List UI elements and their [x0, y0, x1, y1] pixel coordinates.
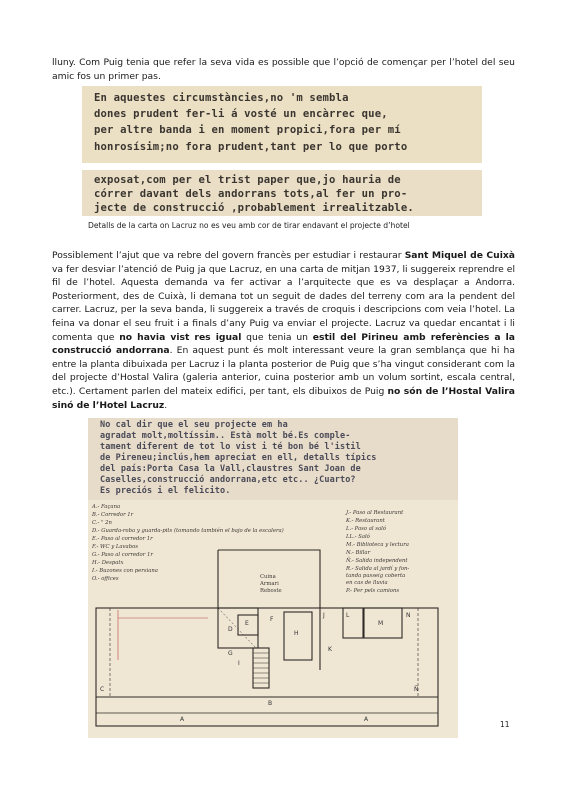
room-label: C [100, 686, 105, 693]
scan-line: jecte de construcció ,probablement irrealitzable. [94, 202, 414, 214]
room-label: Ñ [414, 686, 419, 693]
legend-item: Ñ.- Salida independent [346, 558, 408, 564]
text-run: Possiblement l’ajut que va rebre del govern francès per estudiar i restaurar [52, 250, 405, 261]
main-paragraph [52, 249, 515, 412]
legend-item: tanda passeig coberta [346, 573, 406, 579]
room-label: G [228, 650, 233, 657]
scan-line: agradat molt,moltíssim.. Està molt bé.Es comple- [100, 431, 351, 441]
room-text: Armari [260, 581, 279, 587]
legend-item: en cas de lluvia [346, 580, 388, 586]
room-label: H [294, 630, 299, 637]
stair-treads [253, 653, 269, 683]
bold-run: Sant Miquel de Cuixà [404, 250, 515, 261]
text-run: que tenia un [241, 331, 313, 343]
scan-line: exposat,com per el trist paper que,jo hauria de [94, 174, 401, 186]
room-label: D [228, 626, 233, 633]
legend-item: J.- Paso al Restaurant [346, 510, 404, 516]
dashed-line [218, 608, 256, 648]
scan-line: En aquestes circumstàncies,no 'm sembla [94, 92, 349, 104]
scan-line: Es preciós i el felicito. [100, 486, 231, 496]
intro-paragraph: lluny. Com Puig tenia que refer la seva vida es possible que l’opció de començar per l’hotel del seu amic fos un primer pas. [52, 57, 515, 82]
scan-line: córrer davant dels andorrans tots,al fer un pro- [94, 188, 408, 200]
legend-item: H.- Despatx [92, 560, 124, 566]
letter-scan-praise [88, 418, 458, 500]
room-label: B [268, 700, 273, 707]
scan-line: honrosísim;no fora prudent,tant per lo que porto [94, 141, 408, 153]
room-label: M [378, 620, 384, 627]
main-block-outline [96, 608, 438, 726]
legend-item: L.- Paso al saló [346, 526, 387, 532]
legend-item: R.- Salida al jardí y fon- [346, 566, 410, 572]
letter-excerpt-scan-1 [82, 86, 482, 163]
legend-item: A.- Façana [92, 504, 121, 510]
legend-item: B.- Corredor 1r [92, 512, 134, 518]
room-label: E [245, 620, 249, 627]
legend-item: M.- Biblioteca y lectura [346, 542, 409, 548]
legend-item: K.- Restaurant [346, 518, 385, 524]
scan-line: de Pireneu;inclús,hem apreciat en ell, detalls típics [100, 453, 377, 463]
legend-item: D.- Guarda-roba y guarda-pits (tomando también el bajo de la escalera) [92, 528, 284, 534]
bold-run: no havia vist res igual [119, 331, 242, 343]
figure-caption: Detalls de la carta on Lacruz no es veu amb cor de tirar endavant el projecte d’hotel [88, 221, 410, 230]
room-label: F [270, 616, 274, 623]
room-label: K [328, 646, 332, 653]
scan-line: per altre banda i en moment propici,fora per mí [94, 124, 401, 136]
room-label: L [346, 612, 350, 619]
scan-line: dones prudent fer-li á vosté un encàrrec que, [94, 108, 388, 120]
text-run: . En aquest punt és molt interessant veure la gran semblança que hi ha entre la planta dibuixada per Lacruz i la planta posterior de Puig que s’ha vingut considerant com la del projecte d’Hostal Valira (galeria anterior, cuina posterior amb un volum sortint, escala central, etc.). Certament parlen del mateix edifici, per tant, els dibuixos de Puig [52, 345, 515, 397]
text-run: va fer desviar l’atenció de Puig ja que Lacruz, en una carta de mitjan 1937, li suggereix reprendre el fil de l’hotel. Aquesta demanda va fer activar a l’arquitecte que es va desplaçar a Andorra. Posteriorment, des de Cuixà, li demana tot un seguit de dades del terreny com ara la pendent del carrer. Lacruz, per la seva banda, li suggereix a través de croquis i descripcions com veia l’hotel. La feina va donar el seu fruit i a finals d’any Puig va enviar el projecte. Lacruz va quedar encantat i li comenta que [52, 263, 515, 343]
letter-excerpt-scan-2 [82, 170, 482, 216]
room-label: A [364, 716, 369, 723]
bold-run: estil del Pirineu amb referències a la construcció andorrana [52, 331, 515, 357]
legend-item: G.- Paso al corredor 1r [92, 552, 153, 558]
legend-item: E.- Paso al corredor 1r [92, 536, 153, 542]
legend-item: N.- Billar [346, 550, 371, 556]
legend-item: O.- offices [92, 576, 119, 582]
bold-run: no són de l’Hostal Valira sinó de l’Hotel Lacruz [52, 385, 515, 411]
room-label: A [180, 716, 185, 723]
room-label: I [238, 660, 240, 667]
text-run: . [164, 399, 168, 411]
legend-item: LL.- Saló [346, 534, 370, 540]
legend-item: P.- Per pels camions [346, 588, 400, 594]
legend-item: I.- Buzones con persiana [92, 568, 158, 574]
scan-line: del país:Porta Casa la Vall,claustres Sant Joan de [100, 464, 361, 474]
room-text: Reboste [260, 588, 282, 594]
page-number: 11 [500, 720, 510, 729]
scan-line: No cal dir que el seu projecte em ha [100, 420, 288, 430]
scan-line: tament diferent de tot lo vist i té bon bé l'istil [100, 442, 361, 452]
legend-item: F.- WC y Lavabos [92, 544, 138, 550]
legend-item: C.- " 2n [92, 520, 112, 526]
hotel-floor-plan-sketch [88, 500, 458, 738]
room-label: J [323, 612, 325, 619]
scan-line: Caselles,construcció andorrana,etc etc.. ¿Cuarto? [100, 475, 356, 485]
room-text: Cuina [260, 574, 276, 580]
room-label: N [406, 612, 411, 619]
